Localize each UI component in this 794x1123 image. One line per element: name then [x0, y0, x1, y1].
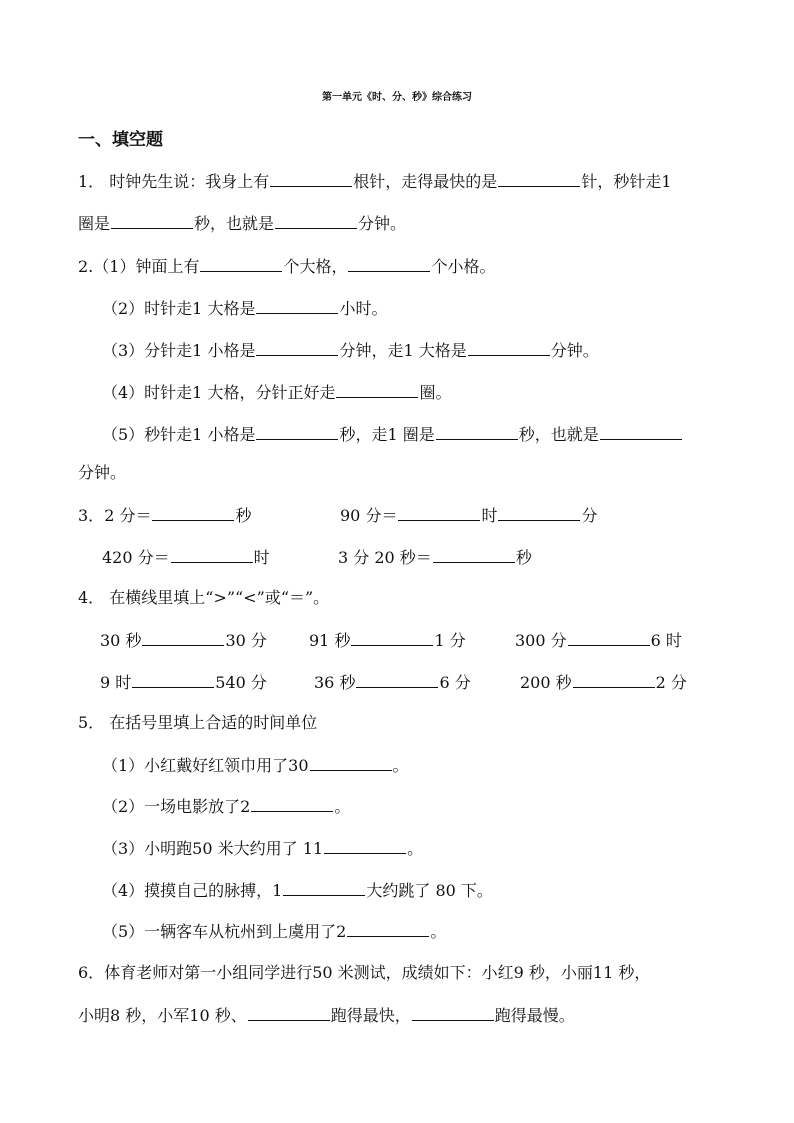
- question-5-part-5: [102, 919, 446, 943]
- answer-blank[interactable]: [275, 211, 357, 229]
- answer-blank[interactable]: [132, 670, 214, 688]
- question-3-row-2: [102, 545, 270, 569]
- question-text: 分钟。: [550, 341, 599, 360]
- section-heading-fill-blanks: 一、填空题: [78, 130, 163, 150]
- question-text: 。: [334, 797, 351, 816]
- question-text: （1）钟面上有: [93, 257, 200, 276]
- question-text: （4）时针走1 大格，分针正好走: [102, 383, 336, 402]
- answer-blank[interactable]: [600, 422, 682, 440]
- question-text: 3 分 20 秒＝: [338, 548, 432, 567]
- answer-blank[interactable]: [200, 254, 282, 272]
- comparison-right: 6 时: [650, 631, 682, 650]
- question-text: 小时。: [339, 299, 388, 318]
- question-4-row-2-b: [314, 670, 471, 694]
- answer-blank[interactable]: [498, 169, 580, 187]
- answer-blank[interactable]: [412, 1003, 494, 1021]
- answer-blank[interactable]: [152, 503, 234, 521]
- answer-blank[interactable]: [498, 503, 580, 521]
- question-1-line-1: [78, 169, 672, 193]
- question-4-row-2-a: [100, 670, 267, 694]
- answer-blank[interactable]: [398, 503, 480, 521]
- question-text: 。: [407, 839, 424, 858]
- answer-blank[interactable]: [324, 836, 406, 854]
- answer-blank[interactable]: [433, 545, 515, 563]
- answer-blank[interactable]: [348, 254, 430, 272]
- comparison-right: 2 分: [655, 673, 687, 692]
- question-text: （5）一辆客车从杭州到上虞用了2: [102, 922, 347, 941]
- answer-blank[interactable]: [283, 878, 365, 896]
- question-text: 分钟，走1 大格是: [339, 341, 467, 360]
- question-text: 秒，也就是: [194, 214, 275, 233]
- answer-blank[interactable]: [436, 422, 518, 440]
- question-text: 。: [430, 922, 447, 941]
- question-text: 时钟先生说：我身上有: [109, 172, 270, 191]
- answer-blank[interactable]: [251, 794, 333, 812]
- question-text: 分: [581, 506, 598, 525]
- question-5-part-4: [102, 878, 493, 902]
- answer-blank[interactable]: [310, 753, 392, 771]
- question-text: 大约跳了 80 下。: [366, 881, 493, 900]
- comparison-right: 540 分: [215, 673, 267, 692]
- question-text: 在括号里填上合适的时间单位: [109, 713, 318, 732]
- question-4-row-2-c: [520, 670, 687, 694]
- question-text: （3）分针走1 小格是: [102, 341, 256, 360]
- question-4-row-1-c: [515, 628, 682, 652]
- question-text: 秒，走1 圈是: [339, 425, 435, 444]
- answer-blank[interactable]: [270, 169, 352, 187]
- question-3-row-2-right: [338, 545, 532, 569]
- question-text: 跑得最快，: [330, 1006, 411, 1025]
- comparison-left: 200 秒: [520, 673, 572, 692]
- question-text: （5）秒针走1 小格是: [102, 425, 256, 444]
- question-text: 跑得最慢。: [494, 1006, 575, 1025]
- question-6-line-2: [78, 1003, 575, 1027]
- question-5-part-2: [102, 794, 350, 818]
- question-5-prompt: [78, 711, 317, 735]
- question-number: 5．: [78, 713, 105, 732]
- answer-blank[interactable]: [351, 628, 433, 646]
- answer-blank[interactable]: [568, 628, 650, 646]
- question-number: 3．: [78, 506, 105, 525]
- question-text: 个大格，: [283, 257, 348, 276]
- question-2-part-2: [102, 296, 387, 320]
- question-text: 秒: [235, 506, 252, 525]
- question-number: 4．: [78, 588, 105, 607]
- answer-blank[interactable]: [468, 338, 550, 356]
- question-text: 秒，也就是: [518, 425, 599, 444]
- answer-blank[interactable]: [256, 422, 338, 440]
- answer-blank[interactable]: [336, 380, 418, 398]
- question-text: 420 分＝: [102, 548, 170, 567]
- question-1-line-2: [78, 211, 406, 235]
- question-text: （2）一场电影放了2: [102, 797, 251, 816]
- question-2-part-1: [78, 254, 495, 278]
- answer-blank[interactable]: [142, 628, 224, 646]
- question-text: 时: [481, 506, 498, 525]
- comparison-right: 1 分: [434, 631, 466, 650]
- question-2-part-4: [102, 380, 451, 404]
- question-2-part-5: [102, 422, 683, 446]
- comparison-left: 300 分: [515, 631, 567, 650]
- question-text: （2）时针走1 大格是: [102, 299, 256, 318]
- page-title: 第一单元《时、分、秒》综合练习: [322, 92, 472, 103]
- comparison-left: 36 秒: [314, 673, 356, 692]
- comparison-left: 30 秒: [100, 631, 142, 650]
- question-2-part-5-continued: [78, 461, 126, 485]
- question-number: 1．: [78, 172, 105, 191]
- comparison-left: 91 秒: [309, 631, 351, 650]
- question-text: 时: [253, 548, 270, 567]
- question-number: 2.: [78, 257, 94, 276]
- question-text: 圈是: [78, 214, 111, 233]
- question-text: 针，秒针走1: [581, 172, 672, 191]
- question-text: 。: [392, 756, 409, 775]
- question-text: 小明8 秒，小军10 秒、: [78, 1006, 247, 1025]
- question-text: 圈。: [419, 383, 452, 402]
- answer-blank[interactable]: [256, 338, 338, 356]
- question-text: 个小格。: [431, 257, 496, 276]
- question-text: 根针，走得最快的是: [353, 172, 498, 191]
- question-text: 分钟。: [78, 463, 127, 482]
- question-3-row-1: [78, 503, 251, 527]
- answer-blank[interactable]: [248, 1003, 330, 1021]
- question-text: （4）摸摸自己的脉搏，1: [102, 881, 283, 900]
- question-text: 分钟。: [358, 214, 407, 233]
- question-text: （3）小明跑50 米大约用了 11: [102, 839, 324, 858]
- answer-blank[interactable]: [573, 670, 655, 688]
- question-4-row-1-b: [309, 628, 466, 652]
- question-2-part-3: [102, 338, 599, 362]
- question-5-part-1: [102, 753, 409, 777]
- question-3-row-1-right: [340, 503, 597, 527]
- question-text: 2 分＝: [104, 506, 152, 525]
- answer-blank[interactable]: [356, 670, 438, 688]
- answer-blank[interactable]: [111, 211, 193, 229]
- answer-blank[interactable]: [256, 296, 338, 314]
- comparison-right: 30 分: [225, 631, 267, 650]
- question-5-part-3: [102, 836, 423, 860]
- question-text: 秒: [515, 548, 532, 567]
- comparison-right: 6 分: [439, 673, 471, 692]
- question-text: 在横线里填上“>”“<”或“＝”。: [109, 588, 330, 607]
- answer-blank[interactable]: [171, 545, 253, 563]
- comparison-left: 9 时: [100, 673, 132, 692]
- question-6-line-1: [78, 961, 650, 985]
- question-text: （1）小红戴好红领巾用了30: [102, 756, 309, 775]
- question-4-row-1-a: [100, 628, 267, 652]
- answer-blank[interactable]: [347, 919, 429, 937]
- question-text: 体育老师对第一小组同学进行50 米测试，成绩如下：小红9 秒，小丽11 秒，: [104, 963, 651, 982]
- question-text: 90 分＝: [340, 506, 398, 525]
- question-4-prompt: [78, 586, 329, 610]
- question-number: 6．: [78, 963, 105, 982]
